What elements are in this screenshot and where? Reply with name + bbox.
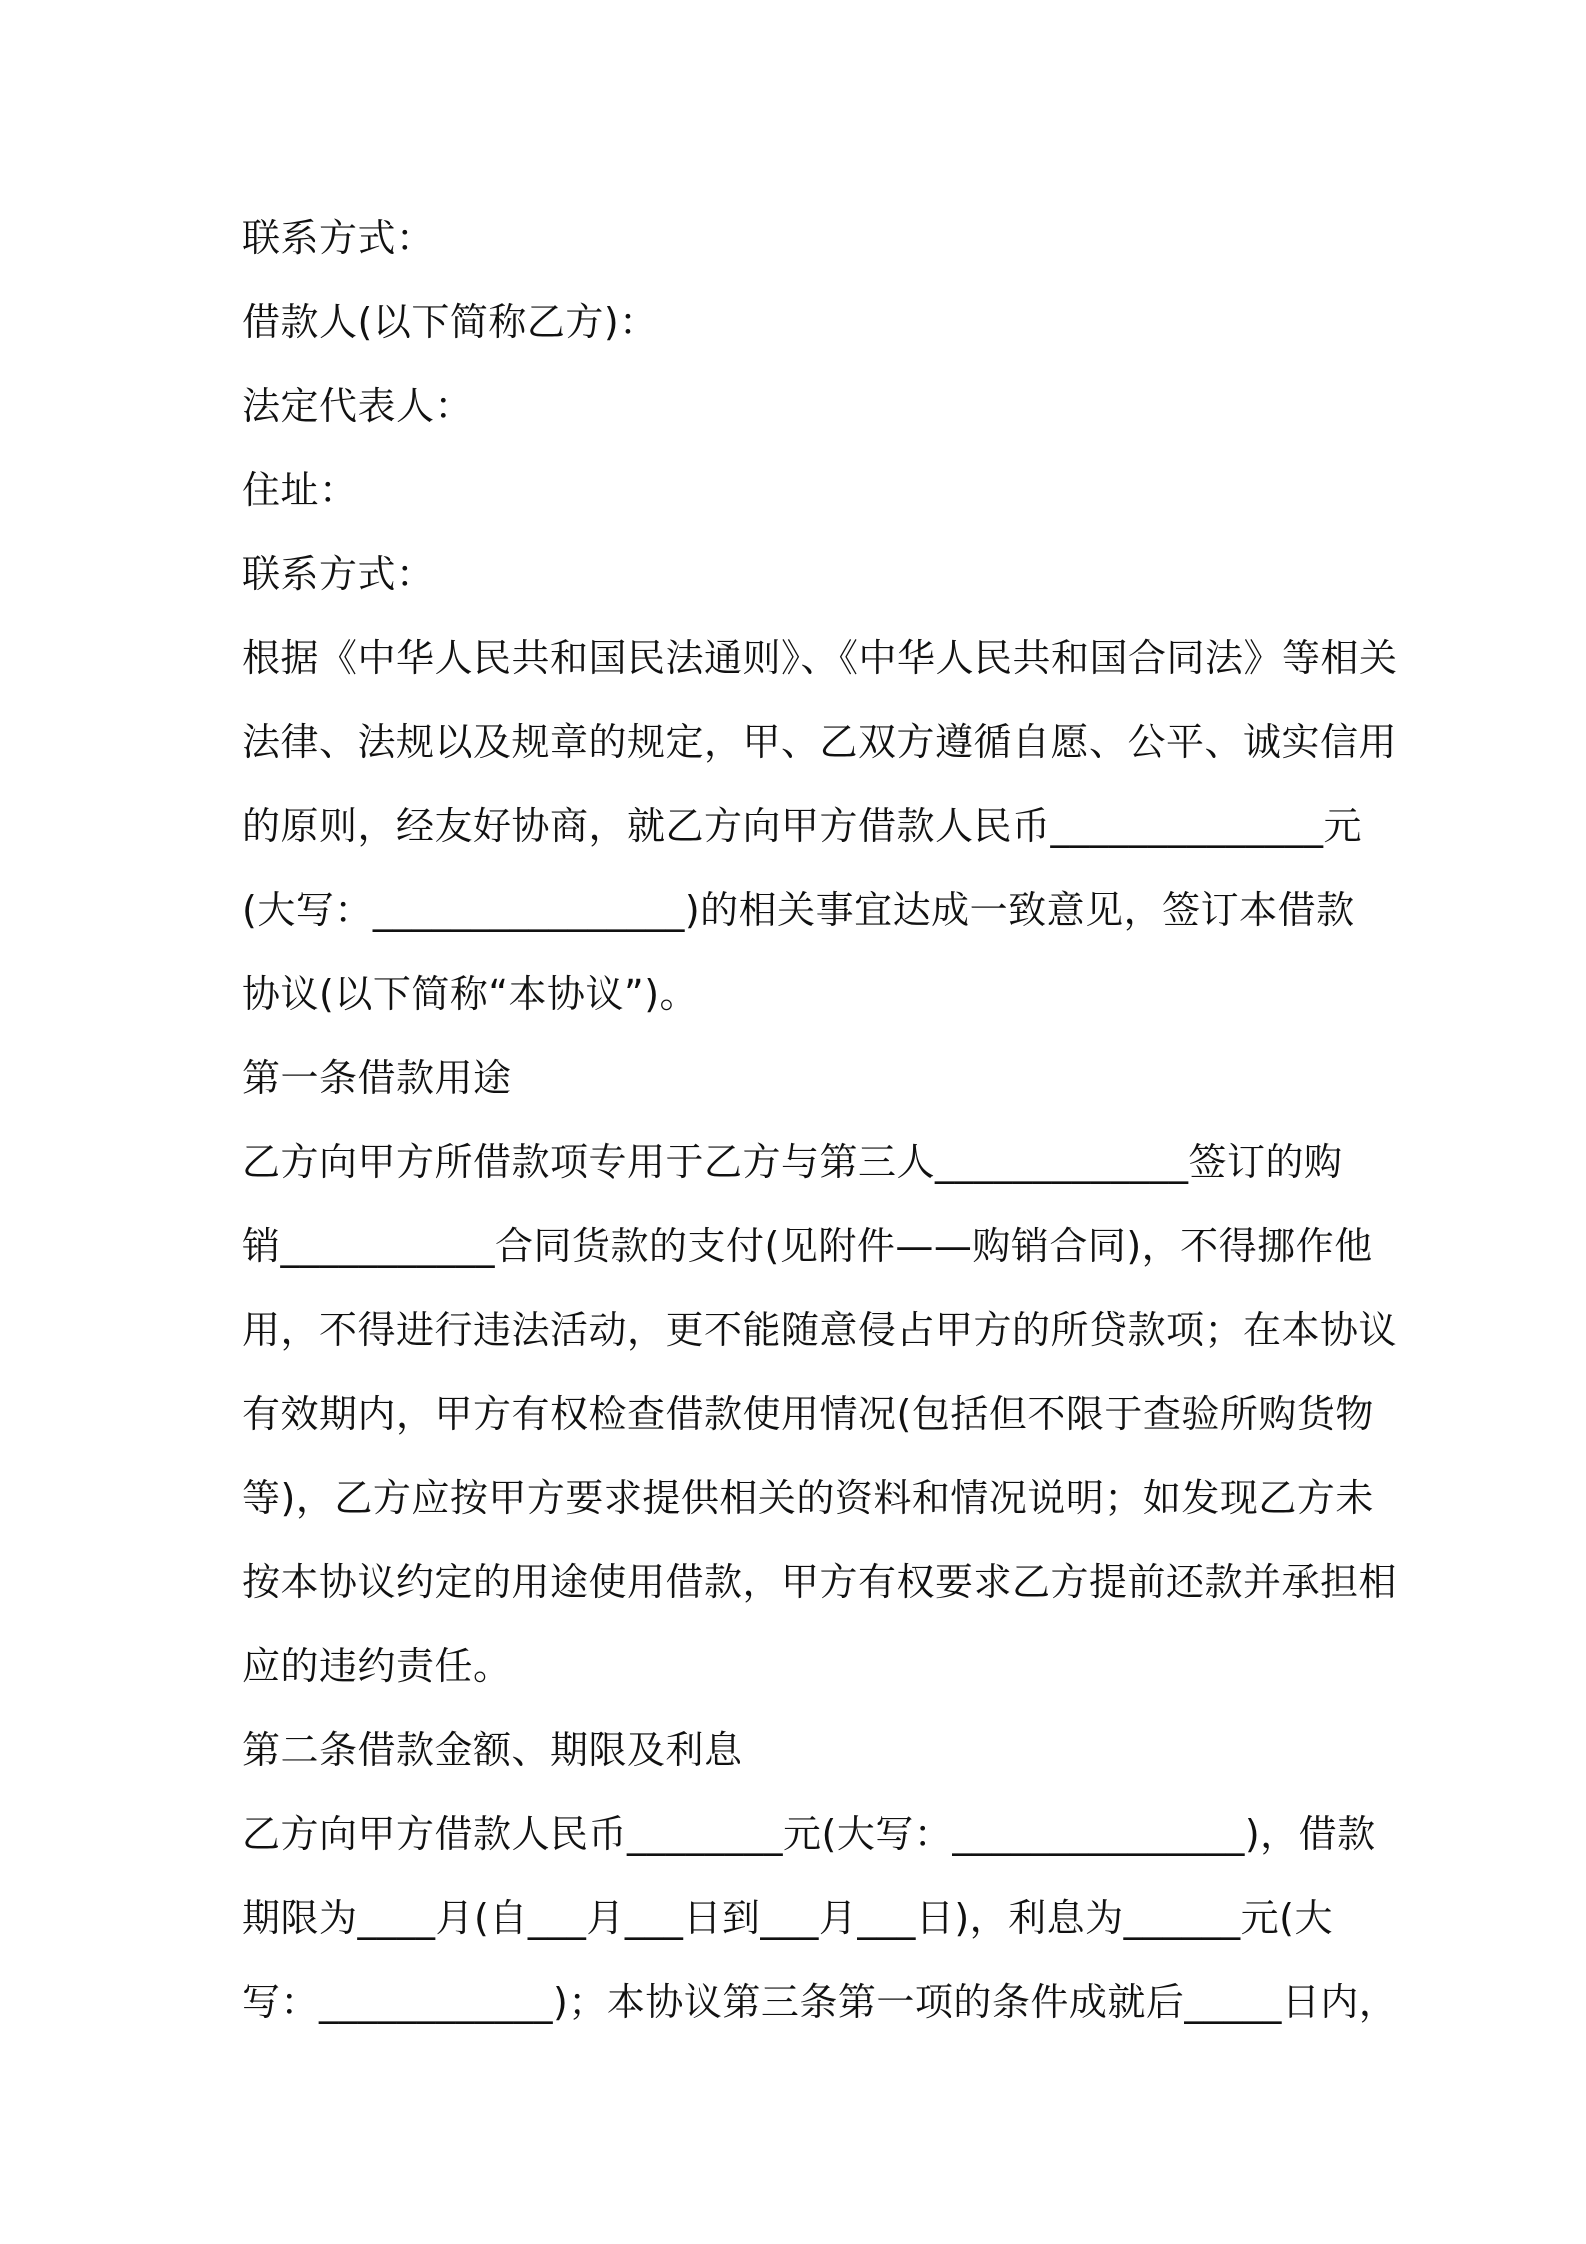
preamble-line-5: 协议(以下简称“本协议”)。: [242, 972, 699, 1016]
borrower-line: 借款人(以下简称乙方)：: [242, 300, 658, 344]
article-1-line-2: 销___________合同货款的支付(见附件——购销合同)，不得挪作他: [242, 1224, 1373, 1268]
article-2-line-1: 乙方向甲方借款人民币________元(大写：_______________)，借款: [242, 1812, 1376, 1856]
article-1-line-7: 应的违约责任。: [242, 1644, 512, 1688]
article-1-line-1: 乙方向甲方所借款项专用于乙方与第三人_____________签订的购: [242, 1140, 1343, 1184]
preamble-line-1: 根据《中华人民共和国民法通则》、《中华人民共和国合同法》等相关: [242, 636, 1398, 680]
contact-info-line: 联系方式：: [242, 216, 435, 260]
article-1-line-5: 等)，乙方应按甲方要求提供相关的资料和情况说明；如发现乙方未: [242, 1476, 1374, 1520]
preamble-line-2: 法律、法规以及规章的规定，甲、乙双方遵循自愿、公平、诚实信用: [242, 720, 1398, 764]
preamble-line-3: 的原则，经友好协商，就乙方向甲方借款人民币______________元: [242, 804, 1363, 848]
document-body: [242, 196, 1398, 2044]
legal-representative-line: 法定代表人：: [242, 384, 474, 428]
contact-info-line-2: 联系方式：: [242, 552, 435, 596]
article-2-line-2: 期限为____月(自___月___日到___月___日)，利息为______元(大: [242, 1896, 1333, 1940]
article-1-line-3: 用，不得进行违法活动，更不能随意侵占甲方的所贷款项；在本协议: [242, 1308, 1398, 1352]
article-1-line-4: 有效期内，甲方有权检查借款使用情况(包括但不限于查验所购货物: [242, 1392, 1374, 1436]
address-line: 住址：: [242, 468, 358, 512]
article-2-line-3: 写：____________)；本协议第三条第一项的条件成就后_____日内，: [242, 1980, 1398, 2024]
article-1-heading: 第一条借款用途: [242, 1056, 512, 1100]
article-1-line-6: 按本协议约定的用途使用借款，甲方有权要求乙方提前还款并承担相: [242, 1560, 1398, 1604]
preamble-line-4: (大写：________________)的相关事宜达成一致意见，签订本借款: [242, 888, 1355, 932]
article-2-heading: 第二条借款金额、期限及利息: [242, 1728, 743, 1772]
